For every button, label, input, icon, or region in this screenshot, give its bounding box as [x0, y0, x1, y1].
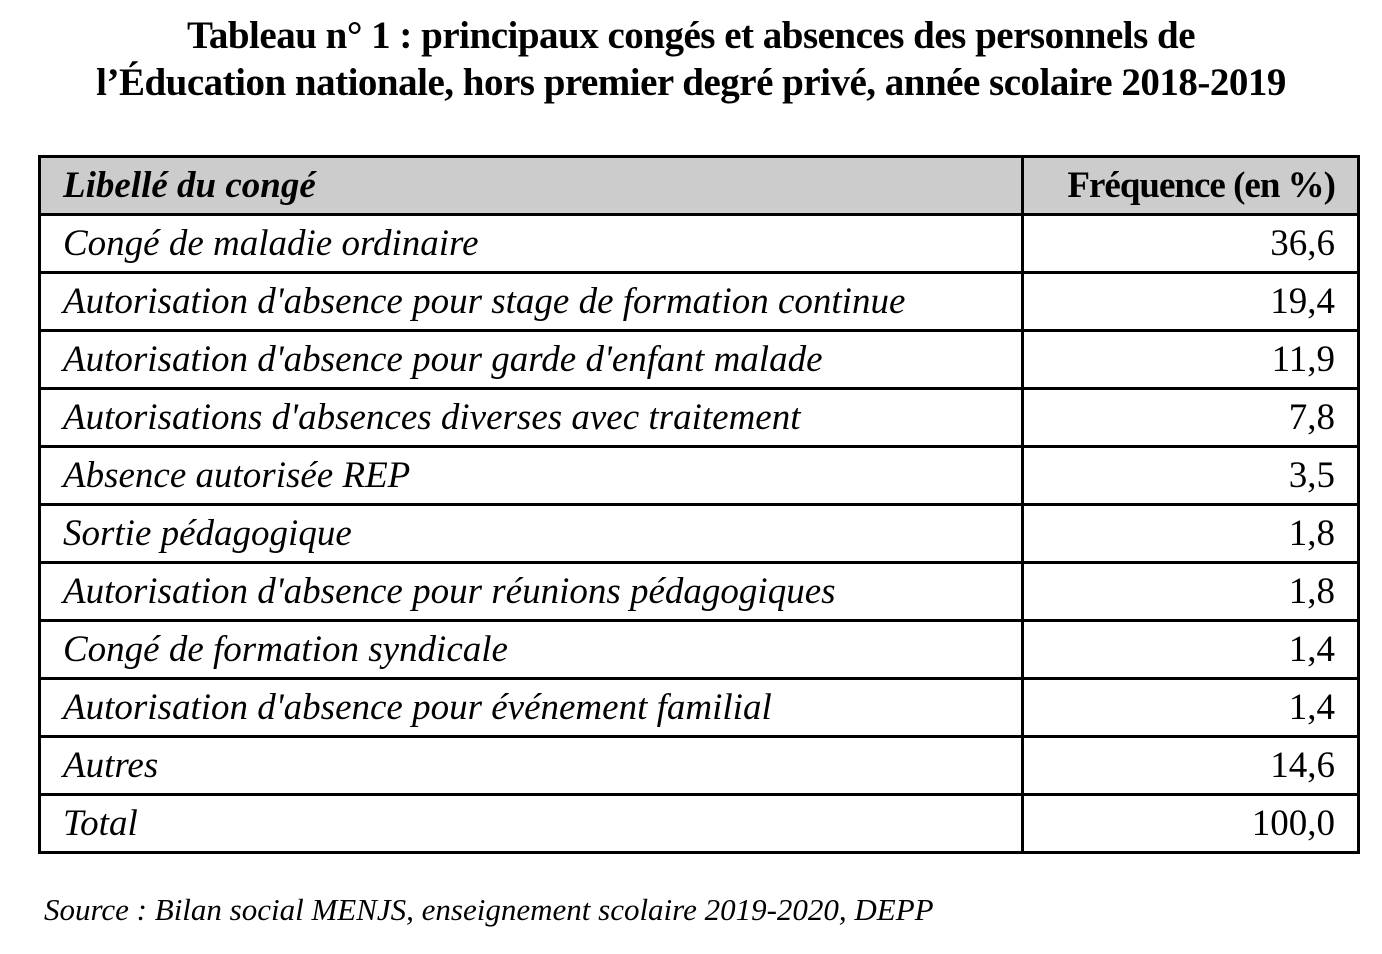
frequency-value: 19,4	[1023, 273, 1359, 331]
column-header-label: Libellé du congé	[40, 157, 1023, 215]
table-row	[40, 331, 1359, 389]
table-row	[40, 215, 1359, 273]
leave-type-label: Autorisation d'absence pour stage de formation continue	[40, 273, 1023, 331]
leave-type-label: Autorisations d'absences diverses avec traitement	[40, 389, 1023, 447]
leave-type-label: Sortie pédagogique	[40, 505, 1023, 563]
frequency-value: 100,0	[1023, 795, 1359, 853]
frequency-value: 1,8	[1023, 563, 1359, 621]
frequency-value: 7,8	[1023, 389, 1359, 447]
frequency-value: 36,6	[1023, 215, 1359, 273]
title-line-2: l’Éducation nationale, hors premier degré privé, année scolaire 2018-2019	[96, 61, 1286, 104]
frequency-value: 11,9	[1023, 331, 1359, 389]
table-row	[40, 447, 1359, 505]
frequency-value: 14,6	[1023, 737, 1359, 795]
leave-type-label: Absence autorisée REP	[40, 447, 1023, 505]
leave-type-label: Total	[40, 795, 1023, 853]
table-row	[40, 273, 1359, 331]
leave-type-label: Autres	[40, 737, 1023, 795]
frequency-value: 1,4	[1023, 679, 1359, 737]
frequency-value: 1,8	[1023, 505, 1359, 563]
source-note: Source : Bilan social MENJS, enseignement scolaire 2019-2020, DEPP	[44, 892, 934, 927]
table-row	[40, 621, 1359, 679]
leave-type-label: Congé de formation syndicale	[40, 621, 1023, 679]
table-row	[40, 737, 1359, 795]
leave-type-label: Autorisation d'absence pour événement familial	[40, 679, 1023, 737]
leave-type-label: Autorisation d'absence pour garde d'enfant malade	[40, 331, 1023, 389]
leave-type-label: Congé de maladie ordinaire	[40, 215, 1023, 273]
leave-frequency-table	[38, 155, 1360, 854]
leave-type-label: Autorisation d'absence pour réunions pédagogiques	[40, 563, 1023, 621]
frequency-value: 1,4	[1023, 621, 1359, 679]
table-title	[0, 12, 1382, 106]
column-header-frequency: Fréquence (en %)	[1023, 157, 1359, 215]
frequency-value: 3,5	[1023, 447, 1359, 505]
table-row	[40, 679, 1359, 737]
title-line-1: Tableau n° 1 : principaux congés et absences des personnels de	[186, 14, 1196, 57]
table-row	[40, 389, 1359, 447]
table-header-row	[40, 157, 1359, 215]
table-row	[40, 505, 1359, 563]
table-total-row	[40, 795, 1359, 853]
table-row	[40, 563, 1359, 621]
table-body	[40, 215, 1359, 853]
